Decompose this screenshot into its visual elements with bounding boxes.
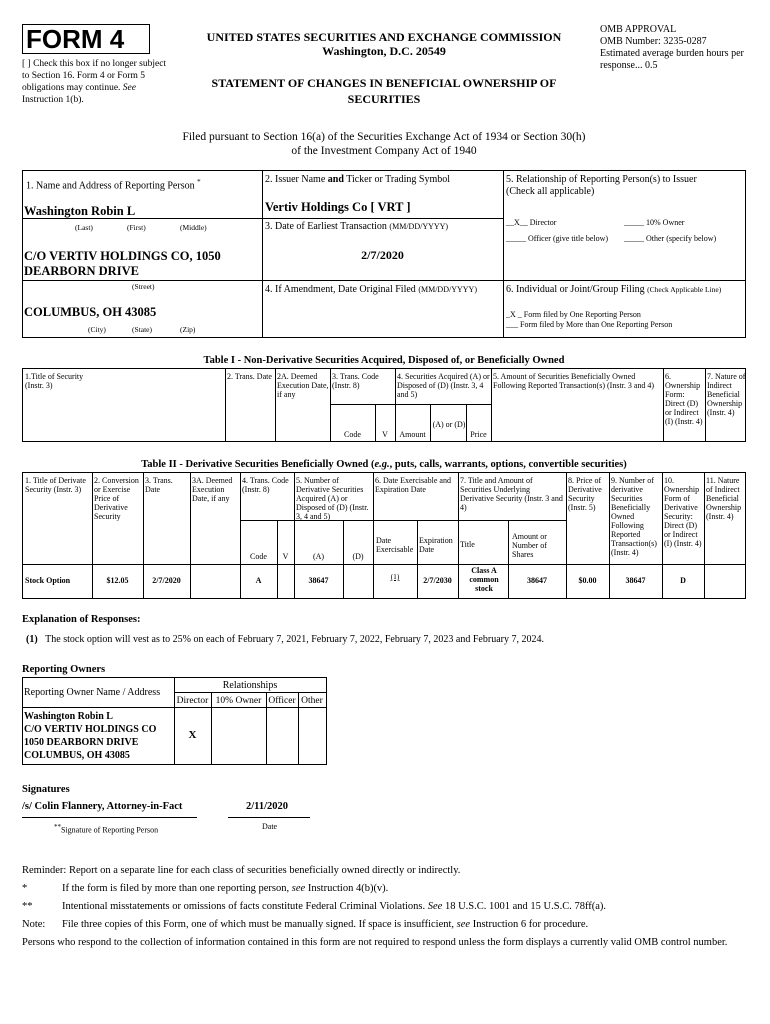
t2-col-owned: 9. Number of derivative Securities Beneficially Owned Following Reported Transaction(s) (Instr. 4): [611, 476, 657, 557]
form-title: FORM 4: [26, 24, 125, 54]
t2-top: [22, 472, 746, 473]
t2-v6b: [417, 520, 418, 599]
label-middle: (Middle): [180, 223, 207, 232]
t2-row-code: A: [255, 576, 262, 585]
label-zip: (Zip): [180, 325, 196, 334]
box1-label: 1. Name and Address of Reporting Person *: [26, 178, 201, 192]
t1-sub-code: Code: [344, 430, 361, 439]
box3-label: 3. Date of Earliest Transaction (MM/DD/YYYY): [265, 221, 449, 232]
omb-title: OMB APPROVAL: [600, 24, 677, 35]
reminder: Reminder: Report on a separate line for each class of securities beneficially owned directly or indirectly.: [22, 865, 461, 876]
omb-persons-notice: Persons who respond to the collection of information contained in this form are not required to respond unless the form displays a currently valid OMB control number.: [22, 937, 728, 948]
ro-officer: Officer: [268, 696, 296, 706]
t1-top: [22, 368, 746, 369]
t2-sub-exp: Expiration Date: [419, 536, 453, 554]
grid-bottom: [22, 337, 746, 338]
t1-bottom: [22, 441, 746, 442]
box2-label: 2. Issuer Name and Ticker or Trading Symbol: [265, 174, 451, 185]
t2-h-header: [22, 564, 746, 565]
t1-v6: [663, 368, 664, 442]
t1-v4b: [430, 404, 431, 442]
filed-pursuant: Filed pursuant to Section 16(a) of the Securities Exchange Act of 1934 or Section 30(h) of the Investment Company Act of 1940: [182, 131, 586, 157]
ro-director: Director: [176, 696, 209, 706]
reporting-owners-title: Reporting Owners: [22, 664, 106, 675]
t1-col-code: 3. Trans. Code (Instr. 8): [332, 372, 379, 390]
ro-other: Other: [301, 696, 323, 706]
footnote-star: If the form is filed by more than one reporting person, see Instruction 4(b)(v).: [62, 883, 389, 894]
note-text: File three copies of this Form, one of which must be manually signed. If space is insufficient, see Instruction 6 for procedure.: [62, 919, 589, 930]
ro-director-mark: X: [188, 729, 197, 741]
issuer-name: Vertiv Holdings Co [ VRT ]: [265, 200, 411, 214]
t2-sub-v: V: [282, 552, 289, 561]
t2-v3: [190, 472, 191, 599]
t2-h-sub: [240, 520, 566, 521]
t2-col-deemed: 3A. Deemed Execution Date, if any: [192, 476, 233, 503]
ro-relationships: Relationships: [222, 680, 278, 691]
filing-one-person: _X _ Form filed by One Reporting Person: [506, 310, 641, 319]
box6-label: 6. Individual or Joint/Group Filing (Check Applicable Line): [506, 284, 722, 295]
label-first: (First): [127, 223, 146, 232]
t2-v7b: [508, 520, 509, 599]
earliest-transaction-date: 2/7/2020: [361, 248, 404, 262]
ro-v5: [326, 677, 327, 765]
t2-row-trans-date: 2/7/2020: [152, 576, 181, 585]
t1-col-title: 1.Title of Security (Instr. 3): [25, 372, 84, 390]
t1-sub-amount: Amount: [399, 430, 426, 439]
t2-row-conversion-price: $12.05: [106, 576, 129, 585]
explanation-1: (1) The stock option will vest as to 25% on each of February 7, 2021, February 7, 2022, February 7, 2023 and February 7, 2024.: [26, 634, 544, 645]
grid-right: [745, 170, 746, 338]
t2-col-price: 8. Price of Derivative Security (Instr. 5): [568, 476, 602, 512]
box5-label: 5. Relationship of Reporting Person(s) to Issuer (Check all applicable): [506, 174, 697, 197]
t2-sub-date-ex: Date Exercisable: [376, 536, 414, 554]
date-line: [228, 817, 310, 818]
t1-col-nature: 7. Nature of Indirect Beneficial Ownership (Instr. 4): [707, 372, 746, 417]
t2-col-number: 5. Number of Derivative Securities Acquired (A) or Disposed of (D) (Instr. 3, 4 and 5): [296, 476, 369, 521]
t2-bottom: [22, 598, 746, 599]
t1-sub-price: Price: [470, 430, 487, 439]
commission-location: Washington, D.C. 20549: [322, 44, 446, 58]
note-mark: Note:: [22, 919, 46, 930]
t1-col-date: 2. Trans. Date: [227, 372, 272, 381]
relationship-director: __X__ Director: [506, 218, 557, 227]
t2-col-exercisable: 6. Date Exercisable and Expiration Date: [375, 476, 451, 494]
t2-row-owned: 38647: [625, 576, 646, 585]
ro-col-name: Reporting Owner Name / Address: [24, 687, 161, 698]
footnote-star-mark: *: [22, 883, 28, 894]
signature-label: **Signature of Reporting Person: [54, 823, 159, 835]
t1-col-amount-owned: 5. Amount of Securities Beneficially Owned Following Reported Transaction(s) (Instr. 3 and 4): [493, 372, 655, 390]
date-label: Date: [262, 822, 278, 831]
t2-sub-code: Code: [250, 552, 267, 561]
label-state: (State): [132, 325, 152, 334]
grid-top: [22, 170, 746, 171]
filing-more-persons: ___ Form filed by More than One Reporting Person: [506, 320, 673, 329]
table2-title: Table II - Derivative Securities Beneficially Owned (e.g., puts, calls, warrants, options, convertible securities): [141, 459, 627, 470]
t1-v2: [275, 368, 276, 442]
t2-col-form: 10. Ownership Form of Derivative Security: Direct (D) or Indirect (I) (Instr. 4): [664, 476, 702, 548]
ro-owner-address: Washington Robin L C/O VERTIV HOLDINGS CO 1050 DEARBORN DRIVE COLUMBUS, OH 43085: [24, 711, 157, 761]
t1-col-acquired: 4. Securities Acquired (A) or Disposed of (D) (Instr. 3, 4 and 5): [397, 372, 490, 399]
t2-col-code: 4. Trans. Code (Instr. 8): [242, 476, 289, 494]
label-street: (Street): [132, 282, 155, 291]
t2-row-deriv-price: $0.00: [578, 576, 597, 585]
t2-sub-d: (D): [352, 552, 364, 561]
relationship-other: _____ Other (specify below): [624, 234, 717, 243]
t1-h-sub: [330, 404, 491, 405]
commission-name: UNITED STATES SECURITIES AND EXCHANGE COMMISSION: [206, 30, 562, 44]
t2-row-security: Stock Option: [25, 576, 71, 585]
t2-row-underlying-shares: 38647: [527, 576, 547, 585]
t2-sub-amt: Amount or Number of Shares: [512, 532, 547, 559]
t1-col-ownership: 6. Ownership Form: Direct (D) or Indirect (I) (Instr. 4): [665, 372, 703, 426]
t1-col-deemed: 2A. Deemed Execution Date, if any: [277, 372, 329, 399]
signature-date: 2/11/2020: [246, 801, 289, 812]
relationship-officer: _____ Officer (give title below): [506, 234, 609, 243]
t2-col-date: 3. Trans. Date: [145, 476, 173, 494]
grid-h-box2: [262, 218, 503, 219]
t2-row-underlying-title: Class A common stock: [469, 566, 499, 593]
street-address: C/O VERTIV HOLDINGS CO, 1050 DEARBORN DRIVE: [24, 249, 221, 278]
t1-v1: [225, 368, 226, 442]
t2-row-acquired: 38647: [308, 576, 329, 585]
omb-number: OMB Number: 3235-0287: [600, 36, 707, 47]
box4-label: 4. If Amendment, Date Original Filed (MM/DD/YYYY): [265, 284, 477, 295]
signer: /s/ Colin Flannery, Attorney-in-Fact: [22, 801, 183, 812]
t2-row-expiration: 2/7/2030: [423, 576, 452, 585]
footnote-dstar-mark: **: [22, 901, 33, 912]
t1-v0: [22, 368, 23, 442]
t2-col-underlying: 7. Title and Amount of Securities Underlying Derivative Security (Instr. 3 and 4): [460, 476, 563, 512]
ro-ten-owner: 10% Owner: [215, 696, 262, 706]
grid-col2: [503, 170, 504, 338]
table1-title: Table I - Non-Derivative Securities Acquired, Disposed of, or Beneficially Owned: [203, 355, 565, 366]
reporting-person-name: Washington Robin L: [24, 204, 136, 218]
t2-sub-title: Title: [460, 540, 475, 549]
label-last: (Last): [75, 223, 93, 232]
t1-v5: [491, 368, 492, 442]
t2-row-exercisable[interactable]: (1): [390, 572, 400, 581]
grid-left: [22, 170, 23, 338]
t2-col-title: 1. Title of Derivate Security (Instr. 3): [25, 476, 86, 494]
t1-v7: [705, 368, 706, 442]
omb-burden: Estimated average burden hours per response... 0.5: [600, 48, 744, 71]
grid-h-street: [22, 280, 262, 281]
statement-title: STATEMENT OF CHANGES IN BENEFICIAL OWNERSHIP OF SECURITIES: [211, 76, 557, 106]
t1-sub-v: V: [382, 430, 388, 439]
ro-v0: [22, 677, 23, 765]
signatures-title: Signatures: [22, 784, 70, 795]
label-city: (City): [88, 325, 106, 334]
t2-col-conversion: 2. Conversion or Exercise Price of Derivative Security: [94, 476, 139, 521]
t2-col-nature: 11. Nature of Indirect Beneficial Ownership (Instr. 4): [706, 476, 742, 521]
checkbox-note: [ ] Check this box if no longer subject to Section 16. Form 4 or Form 5 obligations may continue. See Instruction 1(b).: [22, 59, 167, 105]
omb-approval: [600, 24, 760, 72]
t2-v0: [22, 472, 23, 599]
ro-h-rel: [174, 692, 326, 693]
t2-row-form: D: [680, 576, 686, 585]
signature-line: [22, 817, 197, 818]
t2-sub-a: (A): [312, 552, 325, 561]
footnote-dstar: Intentional misstatements or omissions of facts constitute Federal Criminal Violations. See 18 U.S.C. 1001 and 15 U.S.C. 78ff(a).: [62, 901, 607, 912]
explanation-title: Explanation of Responses:: [22, 614, 141, 625]
t2-v11: [704, 472, 705, 599]
city-state-zip: COLUMBUS, OH 43085: [24, 305, 157, 319]
t1-sub-aord: (A) or (D): [432, 420, 466, 429]
relationship-10pct-owner: _____ 10% Owner: [624, 218, 685, 227]
grid-h-box3: [262, 280, 746, 281]
